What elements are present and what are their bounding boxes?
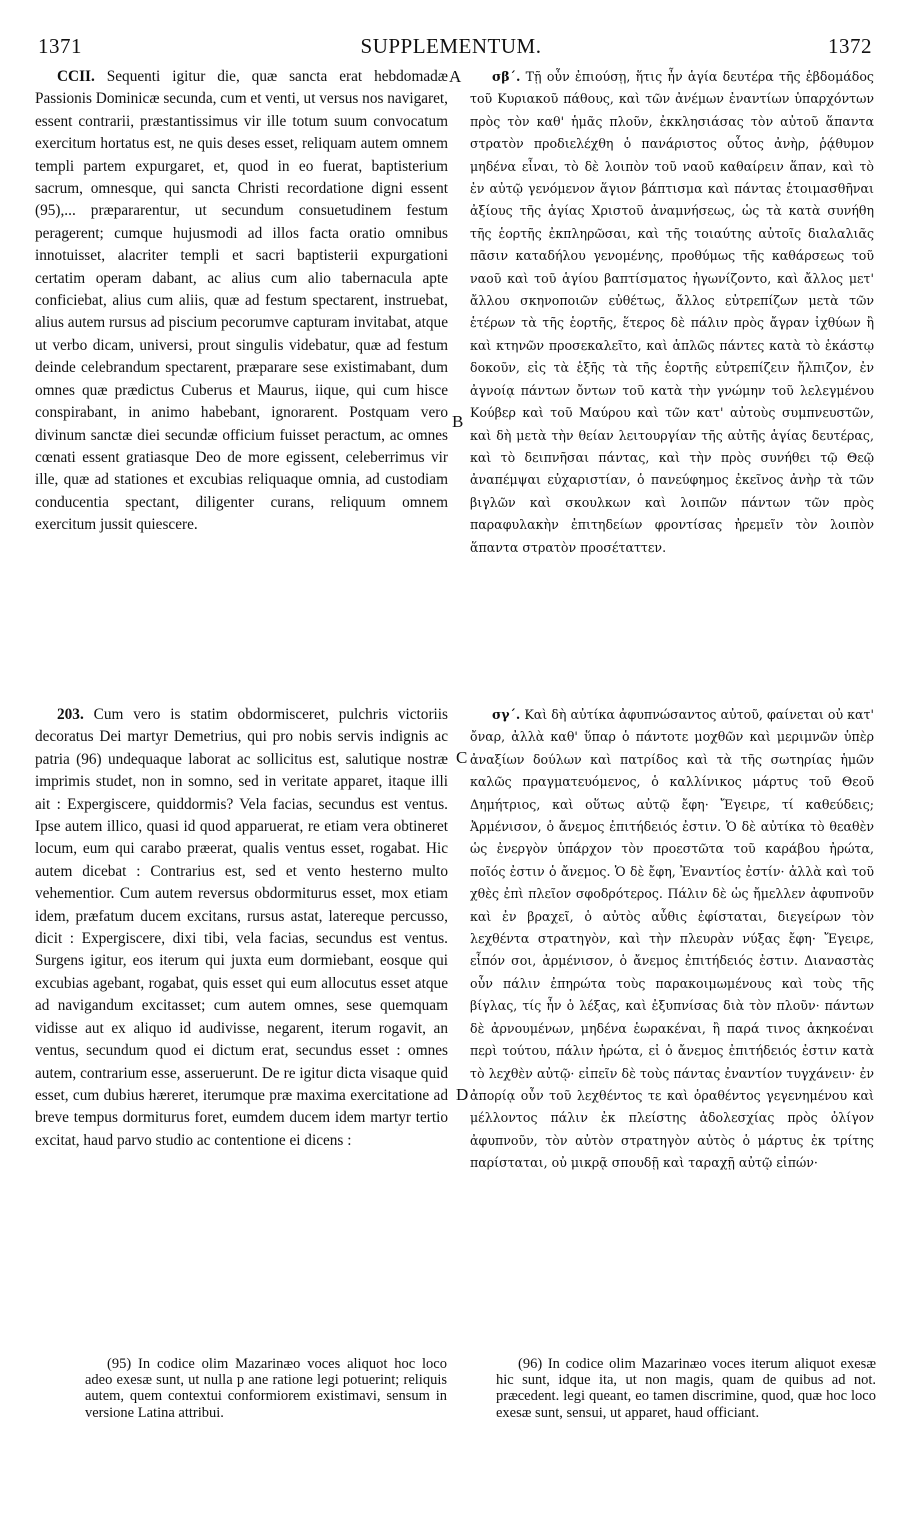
running-title: SUPPLEMENTUM. <box>360 34 542 58</box>
footnote-96 <box>496 1356 876 1421</box>
section-number: 203. <box>57 706 84 723</box>
latin-paragraph <box>35 66 448 537</box>
section-number: CCII. <box>57 68 95 85</box>
latin-column-section-202 <box>35 66 448 537</box>
paragraph-text: Cum vero is statim obdormisceret, pulchris victoriis decoratus Dei martyr Demetrius, qui pro nobis servis indignis ac patria (96) undequaque laborat ac sollicitus est, salutique nostræ imprimis studet, non in somno, sed in veritate apparet, itaque illi ait : Expergiscere, quiddormis? Vela facias, secundus est ventus. Ipse autem illico, quasi id quod apparuerat, re etiam vera obtineret locum, eum qui carabo præerat, qualis ventus esset, rogabat. Hic autem dicebat : Contrarius est, sed et vento hesterno multo vehementior. Cum autem reversus obdormiturus esset, mox etiam idem, præfatum ducem excitans, rursus astat, latereque percusso, dicit : Expergiscere, dixi tibi, vela facias, secundus est ventus. Surgens igitur, eos iterum qui juxta eum dormiebant, eosque qui excubias agebant, rogabat, quis esset qui eum allocutus esset atque ad navigandum excitasset; cum autem omnes, sese quemquam vidisse aut ex aliquo id audivisse, negarent, iterum rogavit, an ventus, secundum quod ei dictum erat, secundus esset : omnes autem, contrarium esse, asseruerunt. De re igitur dicta visaque quid esset, cum dubius hæreret, iterumque præ maxima exercitatione ad breve tempus dormiturus foret, eumdem ducem idem martyr tertio excitat, haud parvo studio ac contentione ei dicens : <box>35 706 448 1149</box>
footnote-95 <box>85 1356 447 1421</box>
paragraph-text: Καὶ δὴ αὐτίκα ἀφυπνώσαντος αὐτοῦ, φαίνεται οὐ κατ' ὄναρ, ἀλλὰ καθ' ὕπαρ ὁ πάντοτε μοχθῶν καὶ μεριμνῶν ὑπὲρ ἀναξίων δούλων καὶ πατρίδος καὶ τὰ τῆς σωτηρίας ἡμῶν καλῶς πραγματευόμενος, ὁ καλλίνικος μάρτυς τοῦ Θεοῦ Δημήτριος, καὶ οὕτως αὐτῷ ἔφη· Ἔγειρε, τί καθεύδεις; Ἀρμένισον, ὁ ἄνεμος ἐπιτήδειός ἐστιν. Ὁ δὲ αὐτίκα τὸ θεαθὲν ὡς ἐνεργὸν ὑπάρχον τὸν προεστῶτα τοῦ καράβου ἠρώτα, ποῖός ἐστιν ὁ ἄνεμος. Ὁ δὲ ἔφη, Ἐναντίος ἐστίν· ἀλλὰ καὶ τοῦ χθὲς ἐπὶ πλεῖον σφοδρότερος. Πάλιν δὲ ὡς ἤμελλεν ἀφυπνοῦν καὶ ἐν βραχεῖ, ὁ αὐτὸς αὖθις ἐφίσταται, διεγείρων τὸν λεχθέντα στρατηγὸν, καὶ τὴν πλευρὰν νύξας ἔφη· Ἔγειρε, εἶπόν σοι, ἀρμένισον, ὁ ἄνεμος ἐπιτήδειός ἐστιν. Διαναστὰς οὖν πάλιν ἐπηρώτα τοὺς παρακοιμωμένους καὶ τοὺς τῆς βίγλας, τίς ἦν ὁ λέξας, καὶ ἐξυπνίσας διὰ τὸν πλοῦν· πάντων δὲ ἀρνουμένων, μηδένα ἑωρακέναι, ἢ παρά τινος ἀκηκοέναι περὶ τούτου, πάλιν ἠρώτα, εἰ ὁ ἄνεμος ἐπιτήδειός ἐστιν κατὰ τὸ λεχθὲν αὐτῷ· εἰπεῖν δὲ τοὺς πάντας ἐναντίον τυγχάνειν· ἐν ἀπορίᾳ οὖν τοῦ λεχθέντος τε καὶ ὁραθέντος γεγενημένου καὶ μέλλοντος πάλιν ἐκ πλείστης ἀδολεσχίας πρὸς ὀλίγον ἀφυπνοῦν, τὸν αὐτὸν στρατηγὸν αὐτὸς ὁ μάρτυς ἐκ τρίτης παρίσταται, οὐ μικρᾷ σπουδῇ καὶ ταραχῇ αὐτῷ εἰπών· <box>470 707 874 1171</box>
section-number: σβ΄. <box>492 69 521 84</box>
greek-column-section-202 <box>470 66 874 559</box>
greek-column-section-203 <box>470 704 874 1175</box>
paragraph-text: Τῇ οὖν ἐπιούσῃ, ἥτις ἦν ἁγία δευτέρα τῆς ἑβδομάδος τοῦ Κυριακοῦ πάθους, καὶ τῶν ἀνέμων ἐναντίων ὑπαρχόντων πρὸς τὸν καθ' ἡμᾶς πλοῦν, ἐκκλησιάσας τὸν αὐτοῦ ἅπαντα στρατὸν προδιελέχθη ὁ πανάριστος οὗτος ἀνὴρ, ῥᾴθυμον μηδένα εἶναι, τὸ δὲ λοιπὸν τοῦ ναοῦ καθαίρειν ἅπαν, καὶ τὸ ἐν αὐτῷ γενόμενον ἅγιον βάπτισμα καὶ πάντας ἑτοιμασθῆναι ἀξίους τῆς ἁγίας Χριστοῦ ἀναμνήσεως, ὡς τὰ κατὰ συνήθη τῆς ἑορτῆς ἐκπληρῶσαι, καὶ τῆς τοιαύτης αὐτοῖς διαλαλιᾶς πᾶσιν καταδήλου γενομένης, προθύμως τῆς καθάρσεως τοῦ ναοῦ καὶ τοῦ ἁγίου βαπτίσματος ἠγωνίζοντο, καὶ ἄλλος μετ' ἄλλου σκηνοποιῶν εὐθέτως, ἄλλος εὐτρεπίζων μετὰ τῶν ἑτέρων τὰ τῆς ἑορτῆς, ἕτερος δὲ πάλιν πρὸς ἄγραν ἰχθύων ἢ καὶ κτηνῶν προσεκαλεῖτο, καὶ ἁπλῶς πάντες κατὰ τὸ ἑκάστῳ δοκοῦν, εἰς τὰ ἑξῆς τὰ τῆς ἑορτῆς εὐτρεπίζειν ἤλπιζον, ἐν ἀγνοίᾳ πάντων ὄντων τοῦ κατὰ τὴν γνώμην τοῦ λελεγμένου Κούβερ καὶ τοῦ Μαύρου καὶ τῶν κατ' αὐτοὺς συμπνευστῶν, καὶ δὴ μετὰ τὴν θείαν λειτουργίαν τῆς αὐτῆς ἁγίας δευτέρας, καὶ τὸ δειπνῆσαι πάντας, καὶ τὴν πρὸς συνήθει τῷ Θεῷ ἀναπέμψαι εὐχαριστίαν, ὁ πανεύφημος ἐκεῖνος ἀνὴρ τὰ τῶν βιγλῶν καὶ σκουλκων καὶ λοιπῶν πάντων τῶν πρὸς παραφυλακὴν ἐπιτηδείων φροντίσας ἠρεμεῖν τὸν λοιπὸν ἅπαντα στρατὸν προσέταττεν. <box>470 69 874 555</box>
greek-paragraph <box>470 704 874 1175</box>
right-page-number: 1372 <box>828 34 872 58</box>
section-number: σγ΄. <box>492 707 521 722</box>
margin-marker-a: A <box>449 67 462 86</box>
footnote-text: (95) In codice olim Mazarinæo voces aliquot hoc loco adeo exesæ sunt, ut nulla p ane ratione legi potuerint; reliquis autem, quem contextui conformiorem existimavi, sensum in versione Latina attribui. <box>85 1356 447 1421</box>
footnote-text: (96) In codice olim Mazarinæo voces iterum aliquot exesæ hic sunt, idque ita, ut non magis, quam de quibus ad not. præcedent. legi queant, eo tamen discrimine, quod, quæ hoc loco exesæ sunt, sensui, ut apparet, haud officiant. <box>496 1356 876 1421</box>
latin-column-section-203 <box>35 704 448 1152</box>
margin-marker-d: D <box>456 1085 469 1104</box>
left-page-number: 1371 <box>38 34 82 58</box>
latin-paragraph <box>35 704 448 1152</box>
margin-marker-c: C <box>456 748 468 767</box>
margin-marker-b: B <box>452 412 464 431</box>
page-header <box>30 34 872 62</box>
greek-paragraph <box>470 66 874 559</box>
paragraph-text: Sequenti igitur die, quæ sancta erat hebdomadæ Passionis Dominicæ secunda, cum et venti, ut versus nos navigaret, essent contrarii, præstantissimus vir ille totum suum convocatum exercitum hortatus est, ne quis deses esset, reliquam autem omnem templi partem expurgaret, et, quod in eo fuerat, baptisterium sacrum, omnesque, qui sancta Christi recordatione digni essent (95),... præpararentur, ut secundum consuetudinem festum peragerent; cumque hujusmodi ad illos facta oratio omnibus innotuisset, alacriter templi et sacri baptisterii expurgationi certatim operam dabant, ac alius cum alio tabernacula apte conficiebat, alius cum aliis, quæ ad festum spectarent, instruebat, alius autem rursus ad piscium pecorumve capturam invitabat, atque ut verbo dicam, universi, prout singulis videbatur, quæ ad festum deinde celebrandum spectarent, præparare sese existimabant, dum omnes quæ prædictus Cuberus et Maurus, iique, qui cum hisce conspirabant, in animo habebant, ignorarent. Postquam vero divinum sanctæ diei secundæ officium fuisset peractum, ac omnes cœnati essent gratiasque Deo de more egissent, celeberrimus vir ille, quæ ad stationes et excubias reliquaque omnia, ad custodiam conducentia spectant, diligenter curans, reliquum omnem exercitum jussit quiescere. <box>35 68 448 534</box>
